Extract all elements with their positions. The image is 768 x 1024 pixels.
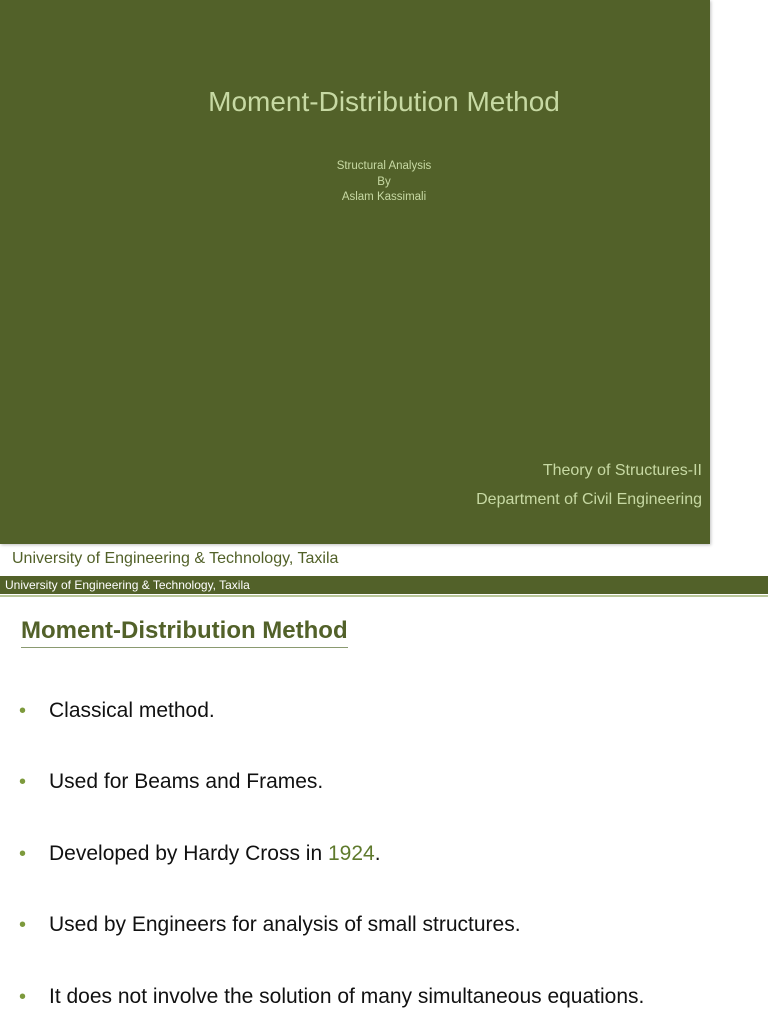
- year-highlight: 1924: [327, 842, 375, 865]
- header-band-university: University of Engineering & Technology, Taxila: [5, 578, 250, 592]
- bullet-icon: •: [19, 843, 27, 865]
- bullet-item: [0, 982, 768, 1012]
- bullet-text: [49, 839, 381, 869]
- bullet-text: Used by Engineers for analysis of small structures.: [49, 913, 521, 936]
- content-heading: Moment-Distribution Method: [21, 616, 348, 648]
- subtitle-line-author: Aslam Kassimali: [341, 191, 427, 203]
- subtitle-line-book: Structural Analysis: [336, 160, 432, 172]
- bullet-text-before: Developed by Hardy Cross in: [49, 842, 328, 865]
- bullet-text: Used for Beams and Frames.: [49, 770, 324, 793]
- header-band: [0, 576, 768, 594]
- bullet-item: [0, 910, 768, 940]
- bullet-icon: •: [19, 771, 27, 793]
- bullet-icon: •: [19, 700, 27, 722]
- bullet-icon: •: [19, 914, 27, 936]
- department-name: Department of Civil Engineering: [476, 491, 702, 508]
- header-band-rule: [0, 595, 768, 597]
- course-info: [476, 456, 702, 514]
- slide-title: Moment-Distribution Method: [208, 86, 560, 117]
- course-name: Theory of Structures-II: [542, 462, 702, 479]
- bullet-item: [0, 696, 768, 726]
- slide-footer-university: University of Engineering & Technology, Taxila: [12, 550, 339, 567]
- bullet-item: [0, 767, 768, 797]
- bullet-text: It does not involve the solution of many simultaneous equations.: [49, 985, 645, 1008]
- bullet-text: Classical method.: [49, 699, 215, 722]
- bullet-text-after: .: [374, 842, 381, 865]
- bullet-item: [0, 839, 768, 869]
- subtitle-line-by: By: [377, 175, 391, 188]
- slide-subtitle: [0, 159, 768, 206]
- bullet-icon: •: [19, 986, 27, 1008]
